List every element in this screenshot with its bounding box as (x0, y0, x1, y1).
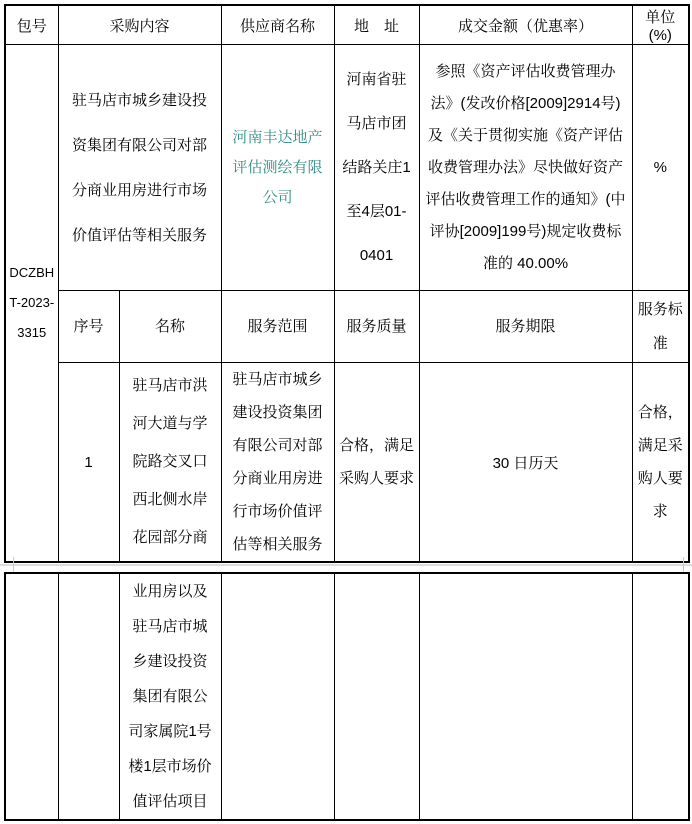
header-procurement-content: 采购内容 (58, 5, 221, 45)
procurement-content-value: 驻马店市城乡建设投资集团有限公司对部分商业用房进行市场价值评估等相关服务 (58, 45, 221, 291)
service-data-row (5, 363, 689, 563)
table-header-row (5, 5, 689, 45)
subheader-service-quality: 服务质量 (334, 291, 419, 363)
service-seq-value: 1 (58, 363, 119, 563)
subheader-service-scope: 服务范围 (221, 291, 334, 363)
main-data-row (5, 45, 689, 291)
service-quality-value: 合格，满足采购人要求 (334, 363, 419, 563)
header-supplier-name: 供应商名称 (221, 5, 334, 45)
empty-quality-cell (334, 573, 419, 820)
subheader-service-standard: 服务标准 (632, 291, 689, 363)
address-value: 河南省驻马店市团结路关庄1至4层01-0401 (334, 45, 419, 291)
procurement-result-table-section2 (4, 572, 690, 821)
header-package-no: 包号 (5, 5, 58, 45)
page-break-line (0, 564, 692, 566)
procurement-result-table-section1 (4, 4, 690, 563)
empty-standard-cell (632, 573, 689, 820)
empty-package-cell (5, 573, 58, 820)
service-name-value: 驻马店市洪河大道与学院路交叉口西北侧水岸花园部分商 (119, 363, 221, 563)
page-break-gridline-right (683, 557, 684, 572)
service-subheader-row (5, 291, 689, 363)
header-unit: 单位(%) (632, 5, 689, 45)
service-name-continued-value: 业用房以及驻马店市城乡建设投资集团有限公司家属院1号楼1层市场价值评估项目 (119, 573, 221, 820)
subheader-service-period: 服务期限 (419, 291, 632, 363)
continuation-row (5, 573, 689, 820)
deal-amount-value: 参照《资产评估收费管理办法》(发改价格[2009]2914号)及《关于贯彻实施《资产评估收费管理办法》尽快做好资产评估收费管理工作的通知》(中评协[2009]199号)规定收费标准的 40.00% (419, 45, 632, 291)
header-deal-amount: 成交金额（优惠率） (419, 5, 632, 45)
page-break-gridline-left (13, 557, 14, 572)
package-no-value: DCZBHT-2023-3315 (5, 45, 58, 563)
subheader-name: 名称 (119, 291, 221, 363)
empty-period-cell (419, 573, 632, 820)
header-address: 地 址 (334, 5, 419, 45)
unit-value: % (632, 45, 689, 291)
empty-seq-cell (58, 573, 119, 820)
service-standard-value: 合格，满足采购人要求 (632, 363, 689, 563)
empty-scope-cell (221, 573, 334, 820)
subheader-seq: 序号 (58, 291, 119, 363)
supplier-name-value: 河南丰达地产评估测绘有限公司 (221, 45, 334, 291)
service-period-value: 30 日历天 (419, 363, 632, 563)
service-scope-value: 驻马店市城乡建设投资集团有限公司对部分商业用房进行市场价值评估等相关服务 (221, 363, 334, 563)
